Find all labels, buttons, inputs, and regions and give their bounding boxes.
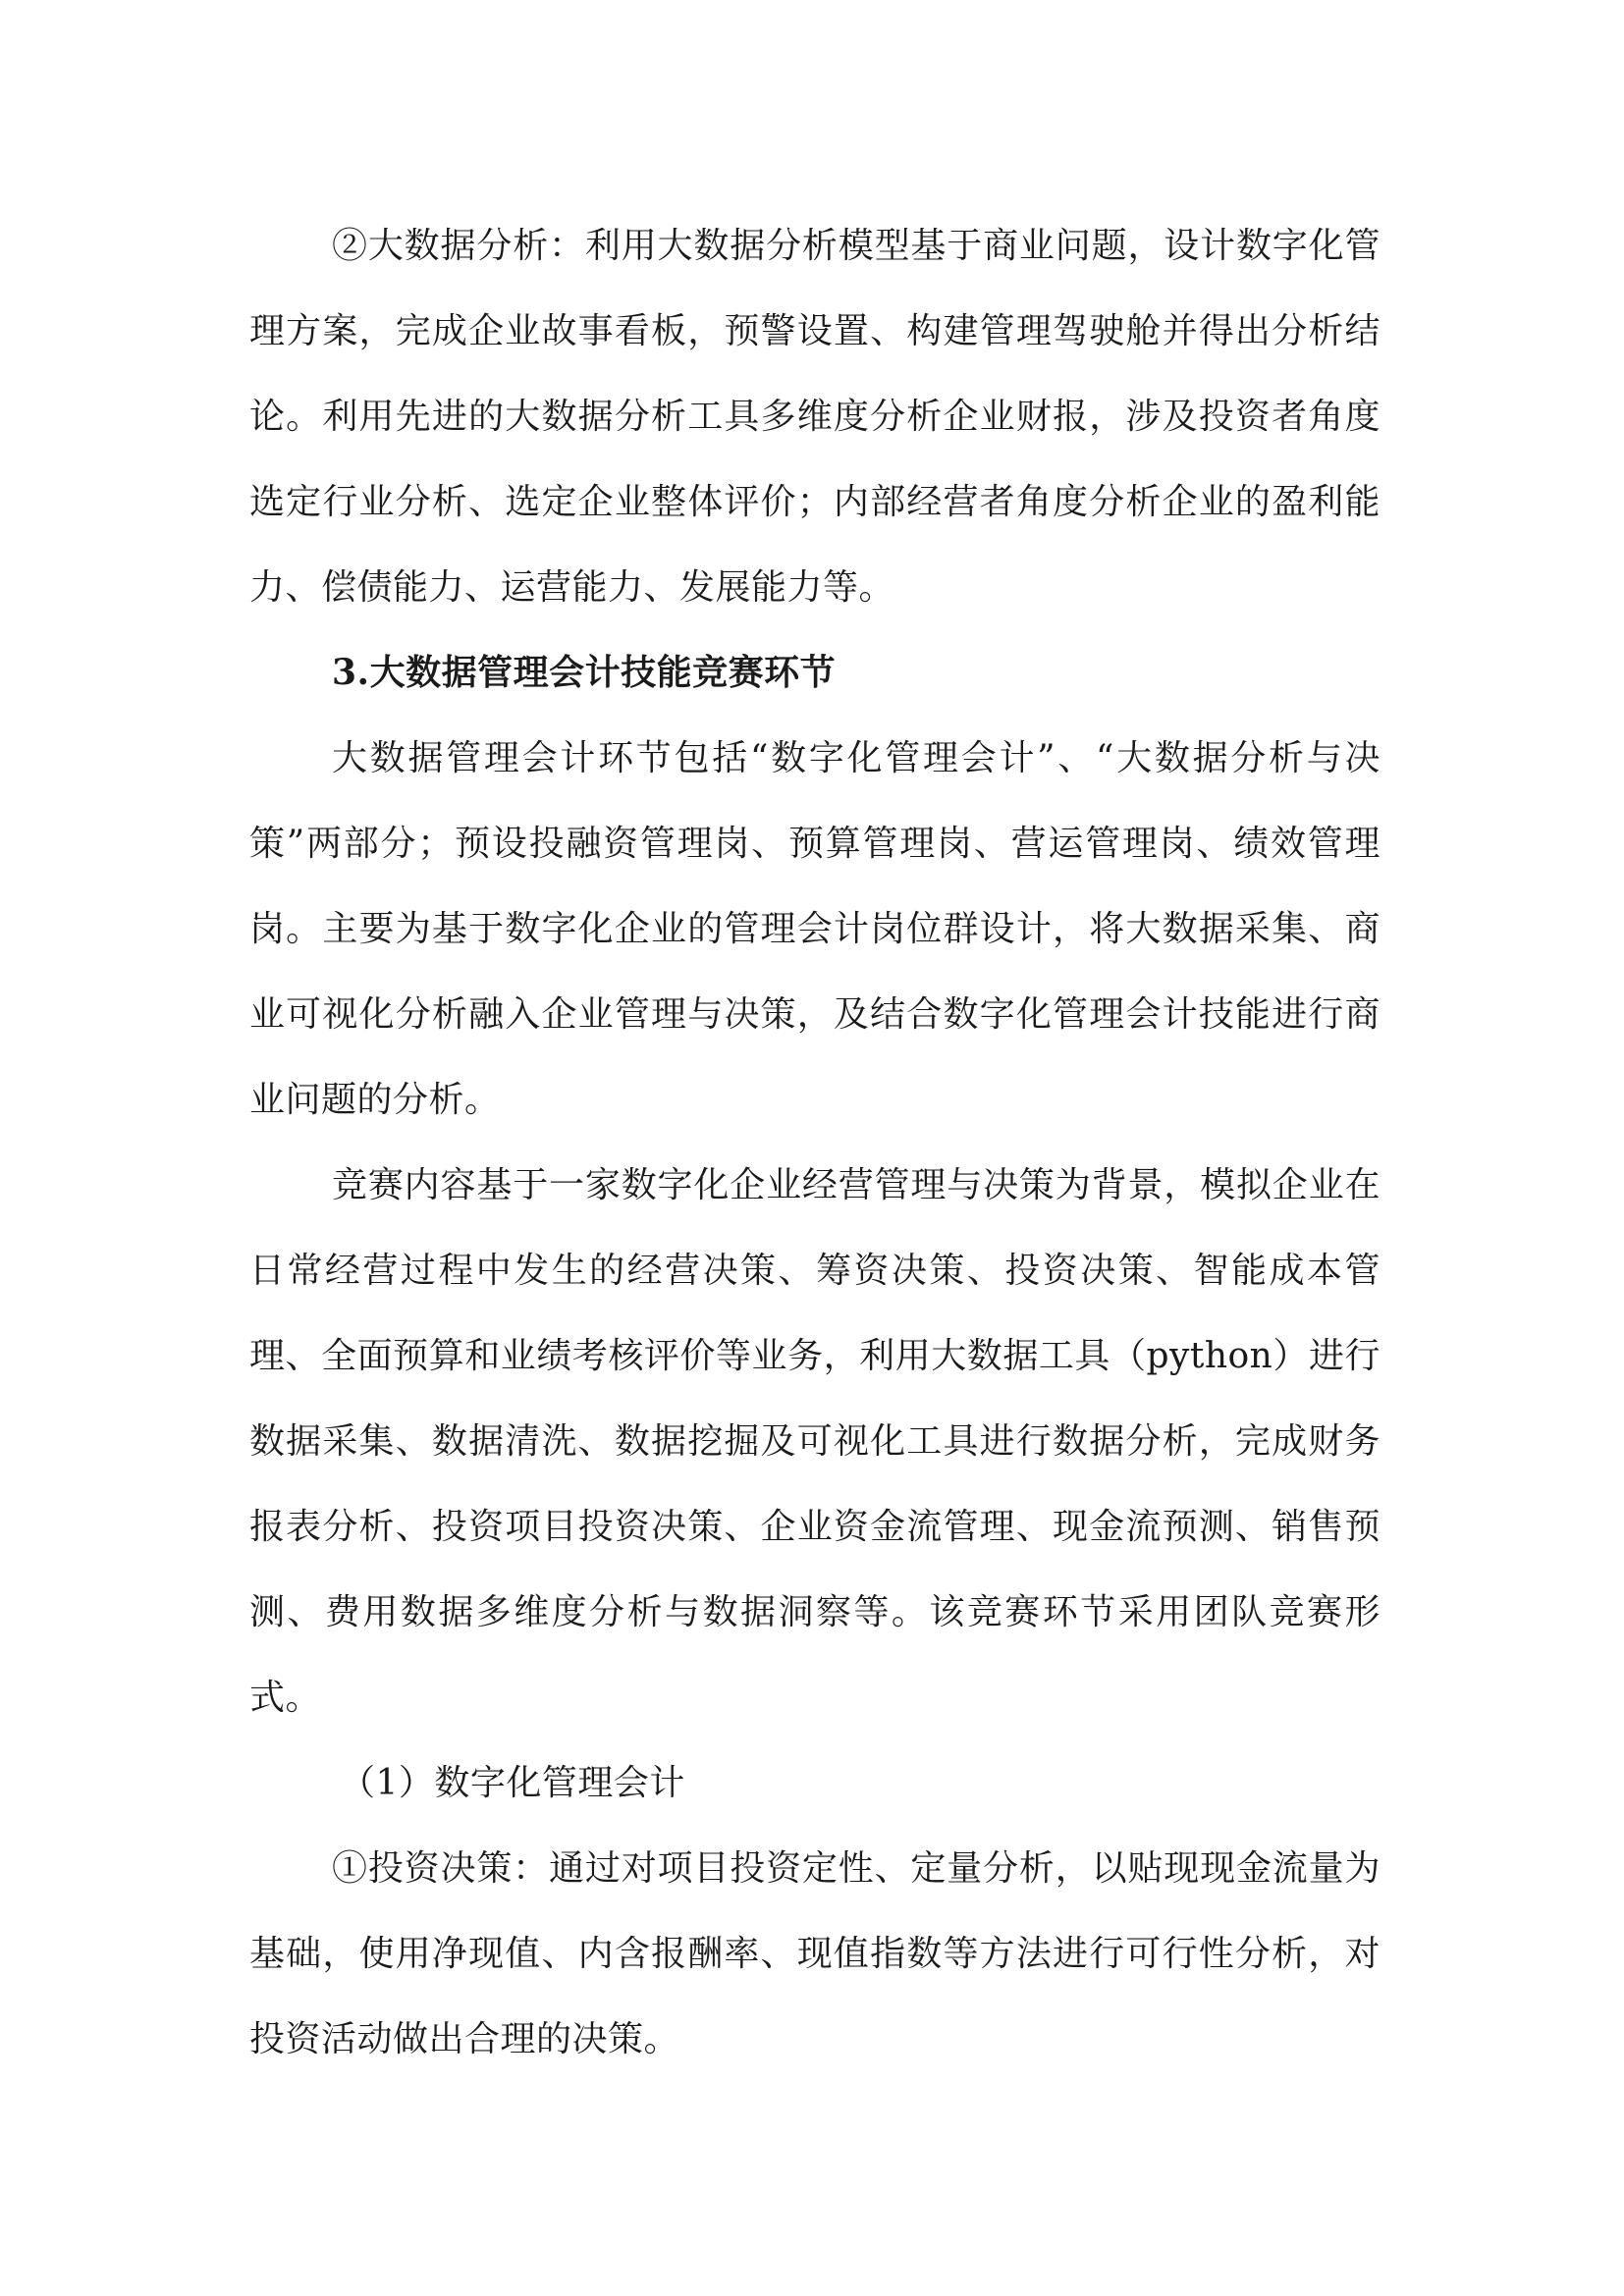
paragraph-competition-content: 竞赛内容基于一家数字化企业经营管理与决策为背景，模拟企业在日常经营过程中发生的经营决策、筹资决策、投资决策、智能成本管理、全面预算和业绩考核评价等业务，利用大数据工具（python）进行数据采集、数据清洗、数据挖掘及可视化工具进行数据分析，完成财务报表分析、投资项目投资决策、企业资金流管理、现金流预测、销售预测、费用数据多维度分析与数据洞察等。该竞赛环节采用团队竞赛形式。 <box>249 1165 1380 1718</box>
subsection-heading: （1）数字化管理会计 <box>340 1763 685 1803</box>
section-heading: 3.大数据管理会计技能竞赛环节 <box>332 652 837 693</box>
paragraph-management-accounting-intro: 大数据管理会计环节包括“数字化管理会计”、“大数据分析与决策”两部分；预设投融资管理岗、预算管理岗、营运管理岗、绩效管理岗。主要为基于数字化企业的管理会计岗位群设计，将大数据采集、商业可视化分析融入企业管理与决策，及结合数字化管理会计技能进行商业问题的分析。 <box>249 738 1380 1120</box>
paragraph-investment-decision: ①投资决策：通过对项目投资定性、定量分析，以贴现现金流量为基础，使用净现值、内含报酬率、现值指数等方法进行可行性分析，对投资活动做出合理的决策。 <box>249 1848 1380 2059</box>
paragraph-big-data-analysis: ②大数据分析：利用大数据分析模型基于商业问题，设计数字化管理方案，完成企业故事看板，预警设置、构建管理驾驶舱并得出分析结论。利用先进的大数据分析工具多维度分析企业财报，涉及投资者角度选定行业分析、选定企业整体评价；内部经营者角度分析企业的盈利能力、偿债能力、运营能力、发展能力等。 <box>249 226 1380 608</box>
document-body <box>249 203 1380 2082</box>
